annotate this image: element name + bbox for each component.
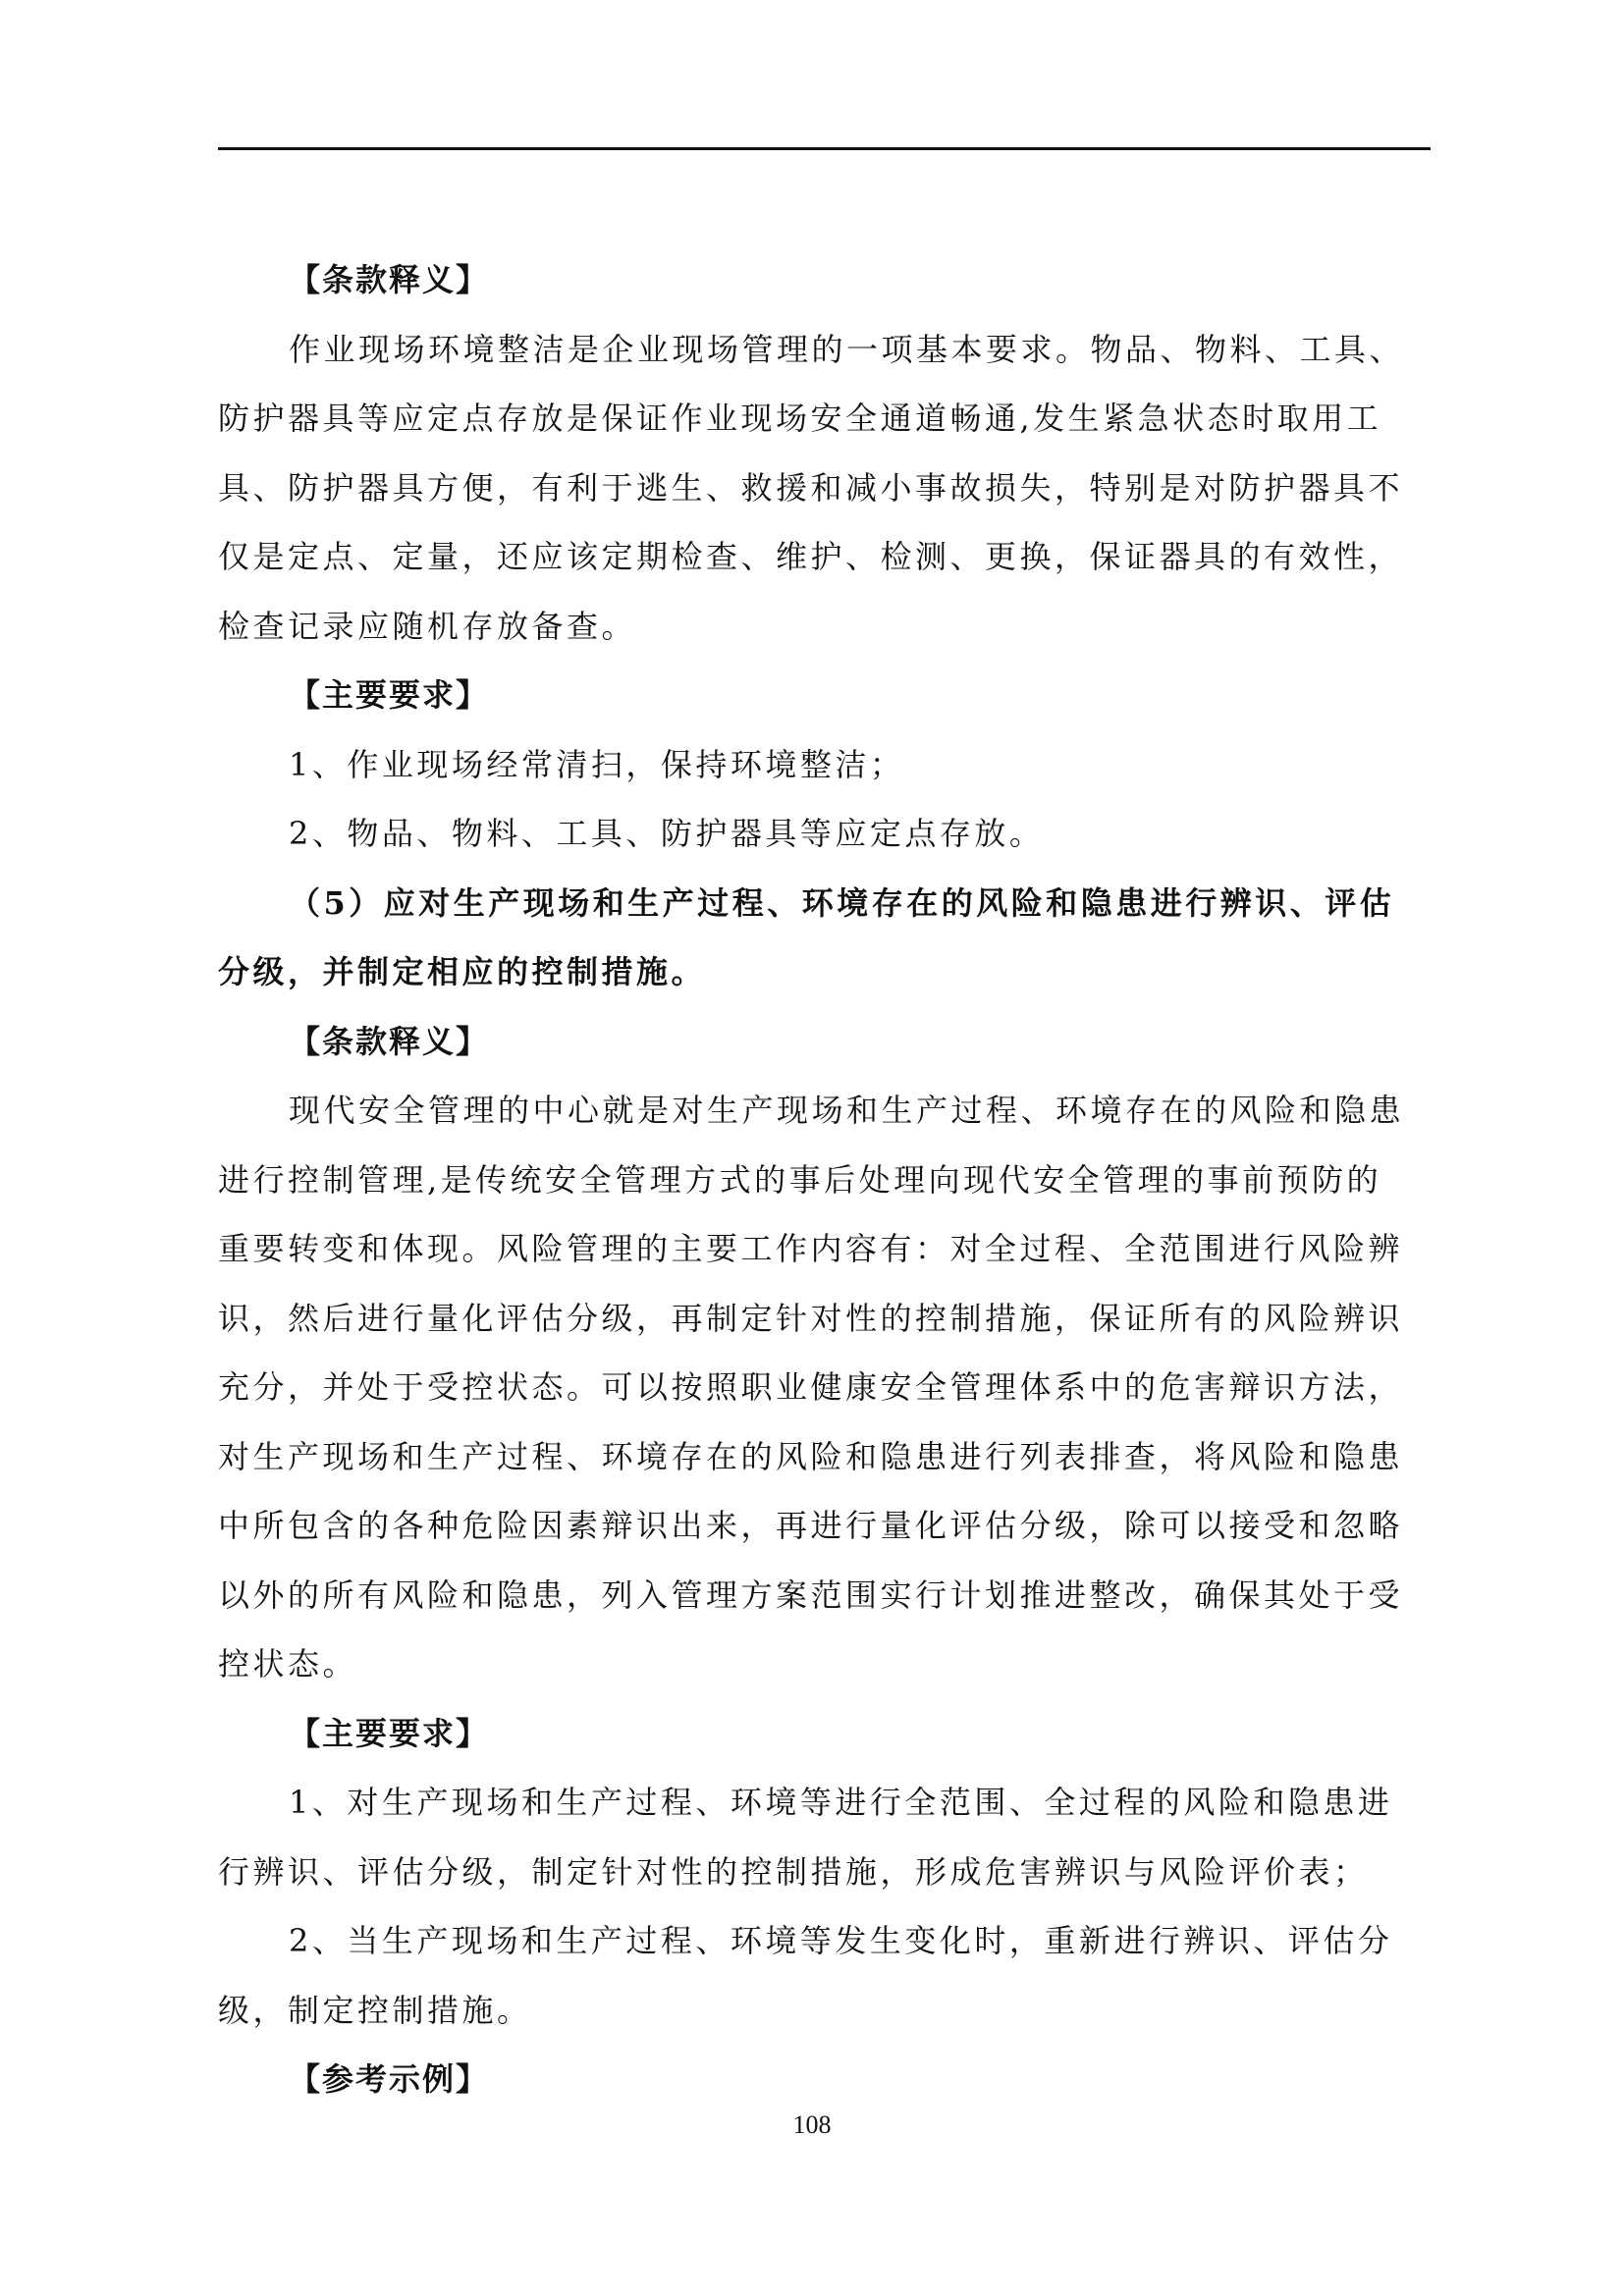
paragraph-line: 具、防护器具方便，有利于逃生、救援和减小事故损失，特别是对防护器具不 bbox=[218, 468, 1404, 507]
section-heading-line: 【参考示例】 bbox=[289, 2060, 490, 2098]
paragraph-line: 级，制定控制措施。 bbox=[218, 1991, 532, 2029]
paragraph-line: 1、对生产现场和生产过程、环境等进行全范围、全过程的风险和隐患进 bbox=[289, 1784, 1393, 1821]
paragraph bbox=[218, 730, 1408, 800]
section-heading bbox=[218, 2045, 1408, 2114]
section-heading-line: 【条款释义】 bbox=[289, 261, 490, 298]
paragraph bbox=[218, 799, 1408, 869]
paragraph bbox=[218, 1906, 1408, 2045]
paragraph-line: 中所包含的各种危险因素辩识出来，再进行量化评估分级，除可以接受和忽略 bbox=[218, 1507, 1404, 1544]
section-heading bbox=[218, 661, 1408, 730]
paragraph-line: 现代安全管理的中心就是对生产现场和生产过程、环境存在的风险和隐患 bbox=[289, 1092, 1405, 1129]
section-heading bbox=[218, 245, 1408, 315]
paragraph-line: 作业现场环境整洁是企业现场管理的一项基本要求。物品、物料、工具、 bbox=[289, 330, 1405, 368]
paragraph-line: 充分，并处于受控状态。可以按照职业健康安全管理体系中的危害辩识方法， bbox=[218, 1368, 1404, 1406]
section-heading-line: 【主要要求】 bbox=[289, 676, 490, 714]
paragraph-line: 1、作业现场经常清扫，保持环境整洁； bbox=[289, 745, 905, 783]
paragraph-line: 控状态。 bbox=[218, 1645, 358, 1682]
paragraph bbox=[218, 315, 1408, 662]
clause-statement bbox=[218, 869, 1408, 1007]
section-heading-line: 【主要要求】 bbox=[289, 1714, 490, 1752]
paragraph-line: 识，然后进行量化评估分级，再制定针对性的控制措施，保证所有的风险辨识 bbox=[218, 1299, 1404, 1337]
paragraph-line: 仅是定点、定量，还应该定期检查、维护、检测、更换，保证器具的有效性， bbox=[218, 538, 1404, 575]
section-heading bbox=[218, 1699, 1408, 1769]
paragraph-line: 2、物品、物料、工具、防护器具等应定点存放。 bbox=[289, 815, 1045, 852]
section-heading-line: 【条款释义】 bbox=[289, 1022, 490, 1060]
paragraph-line: 重要转变和体现。风险管理的主要工作内容有：对全过程、全范围进行风险辨 bbox=[218, 1230, 1404, 1267]
paragraph bbox=[218, 1076, 1408, 1699]
document-body bbox=[218, 245, 1408, 2114]
paragraph-line: 行辨识、评估分级，制定针对性的控制措施，形成危害辨识与风险评价表； bbox=[218, 1852, 1369, 1891]
paragraph-line: 以外的所有风险和隐患，列入管理方案范围实行计划推进整改，确保其处于受 bbox=[218, 1575, 1404, 1614]
clause-statement-line: （5）应对生产现场和生产过程、环境存在的风险和隐患进行辨识、评估 bbox=[289, 883, 1395, 922]
section-heading bbox=[218, 1007, 1408, 1077]
paragraph-line: 进行控制管理,是传统安全管理方式的事后处理向现代安全管理的事前预防的 bbox=[218, 1160, 1382, 1199]
paragraph-line: 检查记录应随机存放备查。 bbox=[218, 607, 637, 645]
paragraph-line: 对生产现场和生产过程、环境存在的风险和隐患进行列表排查，将风险和隐患 bbox=[218, 1437, 1404, 1475]
page-number: 108 bbox=[792, 2110, 832, 2139]
paragraph-line: 2、当生产现场和生产过程、环境等发生变化时，重新进行辨识、评估分 bbox=[289, 1922, 1393, 1959]
paragraph-line: 防护器具等应定点存放是保证作业现场安全通道畅通,发生紧急状态时取用工 bbox=[218, 400, 1382, 437]
header-rule bbox=[218, 147, 1431, 150]
clause-statement-line: 分级，并制定相应的控制措施。 bbox=[218, 953, 707, 990]
paragraph bbox=[218, 1768, 1408, 1906]
